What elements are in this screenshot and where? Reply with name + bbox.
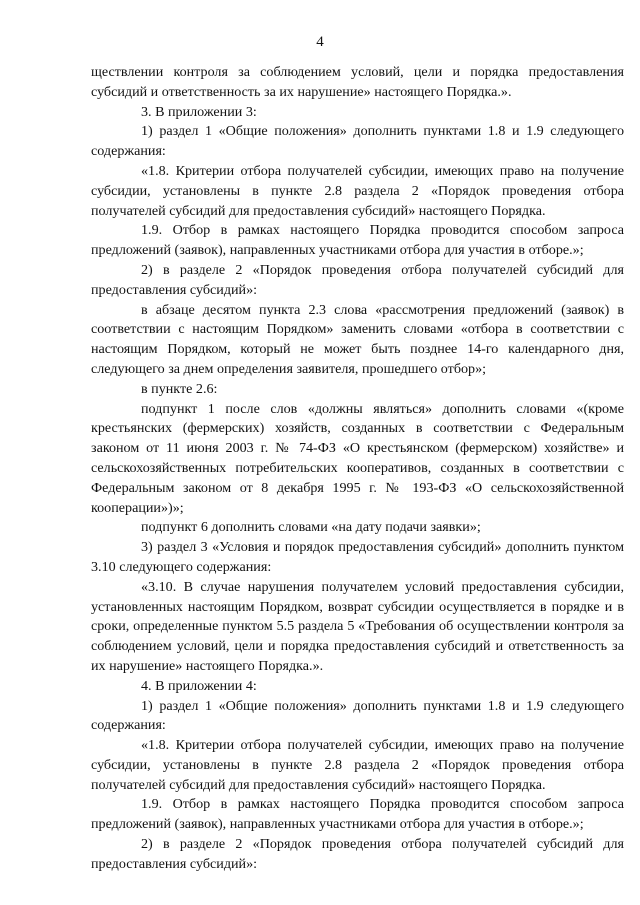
paragraph-section-2-3: в абзаце десятом пункта 2.3 слова «рассмотрения предложений (заявок) в соответствии с настоящим Порядком» заменить словами «отбора в соответствии с настоящим Порядком, который не может быть позднее 14-го календарного дня, следующего за днем определения заявителя, прошедшего отбор»; (91, 301, 624, 377)
paragraph-continuation: ществлении контроля за соблюдением условий, цели и порядка предоставления субсидий и ответственность за их нарушение» настоящего Порядка.». (91, 64, 624, 100)
paragraph-point-2-6: в пункте 2.6: (141, 380, 218, 397)
document-body (91, 63, 624, 875)
paragraph-item-1-appendix-4: 1) раздел 1 «Общие положения» дополнить пунктами 1.8 и 1.9 следующего содержания: (91, 697, 624, 734)
paragraph-point-1-9: 1.9. Отбор в рамках настоящего Порядка проводится способом запроса предложений (заявок), направленных участниками отбора для участия в отборе.»; (91, 222, 624, 259)
paragraph-appendix-3-heading: 3. В приложении 3: (141, 103, 257, 120)
page-number: 4 (316, 34, 324, 50)
paragraph-appendix-4-heading: 4. В приложении 4: (141, 677, 257, 694)
paragraph-subpoint-1: подпункт 1 после слов «должны являться» дополнить словами «(кроме крестьянских (фермерских) хозяйств, созданных в соответствии с Федеральным законом от 11 июня 2003 г. № 74-ФЗ «О крестьянском (фермерском) хозяйстве» и сельскохозяйственных потребительских кооперативов, созданных в соответствии с Федеральным законом от 8 декабря 1995 г. № 193-ФЗ «О сельскохозяйственной кооперации»)»; (91, 400, 624, 516)
paragraph-item-1: 1) раздел 1 «Общие положения» дополнить пунктами 1.8 и 1.9 следующего содержания: (91, 123, 624, 160)
paragraph-item-3: 3) раздел 3 «Условия и порядок предоставления субсидий» дополнить пунктом 3.10 следующего содержания: (91, 539, 624, 575)
paragraph-point-1-8: «1.8. Критерии отбора получателей субсидии, имеющих право на получение субсидии, установлены в пункте 2.8 раздела 2 «Порядок проведения отбора получателей субсидий для предоставления субсидий» настоящего Порядка. (91, 162, 624, 219)
paragraph-point-1-9-appendix-4: 1.9. Отбор в рамках настоящего Порядка проводится способом запроса предложений (заявок), направленных участниками отбора для участия в отборе.»; (91, 796, 624, 833)
paragraph-item-2: 2) в разделе 2 «Порядок проведения отбора получателей субсидий для предоставления субсидий»: (91, 261, 624, 298)
paragraph-subpoint-6: подпункт 6 дополнить словами «на дату подачи заявки»; (141, 519, 481, 536)
paragraph-point-1-8-appendix-4: «1.8. Критерии отбора получателей субсидии, имеющих право на получение субсидии, установлены в пункте 2.8 раздела 2 «Порядок проведения отбора получателей субсидий для предоставления субсидий» настоящего Порядка. (91, 737, 624, 793)
paragraph-point-3-10: «3.10. В случае нарушения получателем условий предоставления субсидии, установленных настоящим Порядком, возврат субсидии осуществляется в порядке и в сроки, определенные пунктом 5.5 раздела 5 «Требования об осуществлении контроля за соблюдением условий, цели и порядка предоставления субсидий и ответственность за их нарушение» настоящего Порядка.». (91, 578, 624, 674)
paragraph-item-2-appendix-4: 2) в разделе 2 «Порядок проведения отбора получателей субсидий для предоставления субсидий»: (91, 836, 624, 872)
